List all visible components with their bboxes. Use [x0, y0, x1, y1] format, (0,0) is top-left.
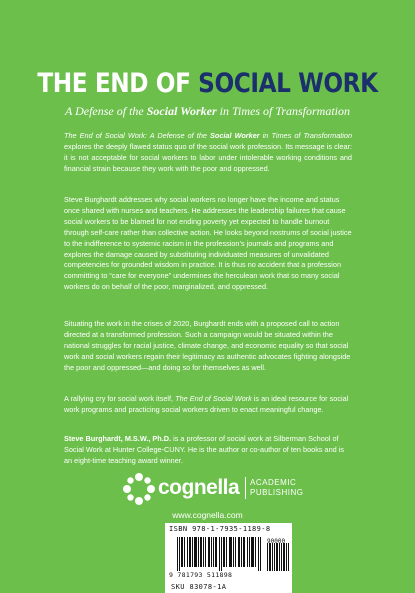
publisher-url: www.cognella.com	[172, 510, 243, 520]
p1-text: explores the deeply flawed status quo of the social work profession. Its message is clear: it is not acceptable for social workers to labor under intolerable working conditions and financial strain because they work with the poor and oppressed.	[64, 141, 352, 173]
book-subtitle	[0, 104, 415, 119]
addon-number: 90000	[267, 538, 286, 545]
description-paragraph-2: Steve Burghardt addresses why social workers no longer have the income and status once shared with nurses and teachers. He addresses the leadership failures that cause social workers to be blamed for not ending poverty yet expected to handle burnout through self-care rather than collective action. He looks beyond nostrums of social justice to the indifference to systemic racism in the profession’s journals and programs and explores the damage caused by substituting individuated measures of unvalidated competencies for grounded wisdom in practice. It is thus no accident that a profession committing to “care for everyone” undermines the herculean work that so many social workers do on behalf of the poor, marginalized, and oppressed.	[64, 195, 352, 292]
p4-italic-title: The End of Social Work	[175, 394, 252, 403]
cognella-mark-icon	[122, 472, 156, 506]
description-paragraph-3: Situating the work in the crises of 2020, Burghardt ends with a proposed call to action directed at a transformed profession. Such a campaign would be situated within the national struggles for racial justice, climate change, and economic equality so that social work and social workers regain their legitimacy as authentic advocates fighting alongside the poor and oppressed—and doing so for themselves as well.	[64, 319, 351, 372]
barcode-number: 9 781793 511898	[169, 571, 233, 579]
p1-title-italic-1: The End of Social Work: A Defense of the	[64, 131, 211, 140]
book-title	[29, 68, 386, 100]
p1-title-italic-2: in Times of Transformation	[259, 131, 353, 140]
sku-text: SKU 83078-1A	[171, 583, 227, 591]
barcode-box	[165, 523, 292, 593]
p1-title-bold: Social Worker	[210, 131, 260, 140]
publisher-logo	[122, 470, 304, 508]
isbn-text: ISBN 978-1-7935-1189-8	[169, 525, 271, 533]
description-paragraph-1	[64, 131, 352, 175]
publisher-name: cognella	[158, 476, 240, 499]
subtitle-pre: A Defense of the	[64, 104, 147, 118]
tagline-line-2: PUBLISHING	[250, 488, 304, 497]
author-name: Steve Burghardt, M.S.W., Ph.D.	[64, 434, 172, 443]
tagline-line-1: ACADEMIC	[250, 478, 297, 487]
p4-pre: A rallying cry for social work itself,	[64, 394, 176, 403]
author-bio	[64, 434, 352, 467]
p4-post: is an ideal resource for social work programs and practicing social workers driven to enact meaningful change.	[64, 394, 349, 414]
subtitle-post: in Times of Transformation	[216, 104, 351, 118]
logo-divider	[245, 477, 246, 499]
subtitle-bold: Social Worker	[146, 104, 217, 118]
ean-barcode-icon	[177, 537, 263, 571]
title-part-white: THE END OF	[37, 68, 199, 99]
publisher-tagline	[250, 478, 303, 498]
author-bio-text: is a professor of social work at Silberman School of Social Work at Hunter College-CUNY. He is the author or co-author of ten books and is an eight-time teaching award winner.	[64, 434, 344, 465]
title-part-navy: SOCIAL WORK	[198, 68, 378, 99]
description-paragraph-4	[64, 394, 352, 416]
